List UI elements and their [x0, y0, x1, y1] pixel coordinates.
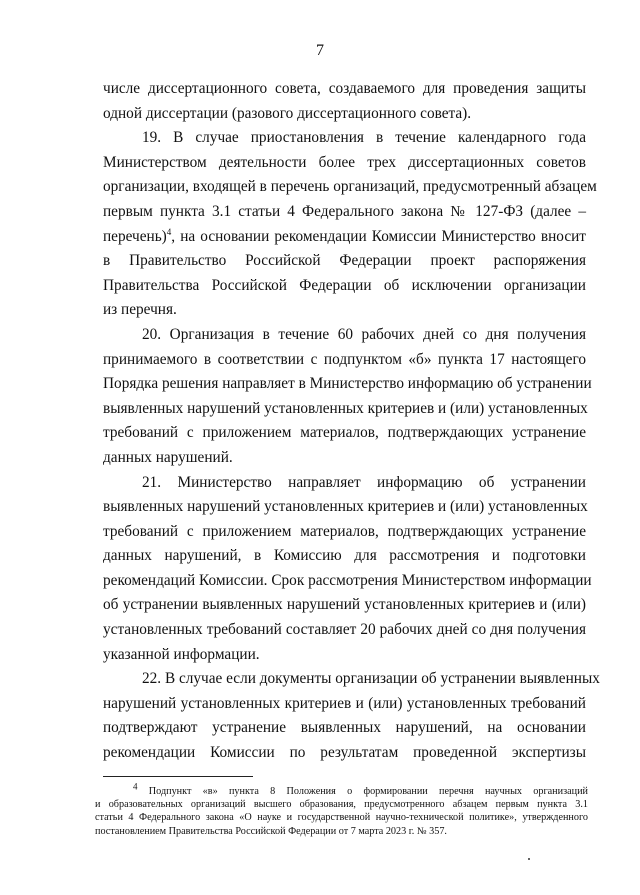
- text-line: 19. В случае приостановления в течение календарного года: [142, 129, 586, 147]
- paragraph-19: [103, 126, 597, 323]
- text-line: об устранении выявленных нарушений установленных критериев и (или): [103, 596, 586, 614]
- text-line: указанной информации.: [103, 645, 260, 663]
- text-line: требований с приложением материалов, подтверждающих устранение: [103, 522, 586, 540]
- text-line: первым пункта 3.1 статьи 4 Федерального закона № 127-ФЗ (далее –: [103, 202, 586, 220]
- footnote-line: и образовательных организаций высшего образования, предусмотренного абзацем первым пункта 3.1: [95, 799, 588, 811]
- footnote-separator: [103, 776, 253, 777]
- text-line: числе диссертационного совета, создаваемого для проведения защиты: [103, 80, 586, 97]
- text-line: данных нарушений, в Комиссию для рассмотрения и подготовки: [103, 547, 586, 565]
- text-fragment: перечень): [103, 227, 167, 245]
- text-line: выявленных нарушений установленных критериев и (или) установленных: [103, 399, 588, 417]
- text-line: рекомендации Комиссии по результатам проведенной экспертизы: [103, 744, 586, 762]
- text-line-with-footnote: [103, 225, 586, 250]
- text-line: в Правительство Российской Федерации проект распоряжения: [103, 252, 586, 270]
- scan-speck: [528, 858, 530, 860]
- text-line: выявленных нарушений установленных критериев и (или) установленных: [103, 498, 588, 516]
- text-line: 22. В случае если документы организации об устранении выявленных: [142, 670, 600, 688]
- text-line: принимаемого в соответствии с подпунктом «б» пункта 17 настоящего: [103, 350, 586, 368]
- text-fragment: Подпункт «в» пункта 8 Положения о формировании перечня научных организаций: [137, 786, 588, 797]
- document-body: [103, 77, 600, 766]
- footnote-line: постановлением Правительства Российской Федерации от 7 марта 2023 г. № 357.: [95, 825, 447, 837]
- text-line: организации, входящей в перечень организаций, предусмотренный абзацем: [103, 178, 597, 196]
- text-line: Министерством деятельности более трех диссертационных советов: [103, 153, 586, 171]
- paragraph-22: [103, 667, 600, 765]
- page-number: 7: [316, 42, 324, 59]
- footnote-marker: 4: [133, 781, 138, 792]
- text-line: Порядка решения направляет в Министерство информацию об устранении: [103, 375, 592, 393]
- text-line: Правительства Российской Федерации об исключении организации: [103, 276, 586, 294]
- text-line: из перечня.: [103, 301, 177, 319]
- footnote-line: [95, 781, 588, 798]
- paragraph-20: [103, 323, 592, 471]
- paragraph-21: [103, 471, 592, 668]
- footnote: [95, 781, 588, 838]
- text-line: требований с приложением материалов, подтверждающих устранение: [103, 424, 586, 442]
- text-line: данных нарушений.: [103, 448, 233, 466]
- text-line: подтверждают устранение выявленных нарушений, на основании: [103, 719, 586, 737]
- paragraph-continuation: [103, 77, 586, 126]
- text-line: рекомендаций Комиссии. Срок рассмотрения Министерством информации: [103, 571, 592, 589]
- text-fragment: , на основании рекомендации Комиссии Министерство вносит: [171, 227, 586, 245]
- footnote-line: статьи 4 Федерального закона «О науке и государственной научно-технической политике», утвержденного: [95, 812, 588, 824]
- text-line: нарушений установленных критериев и (или) установленных требований: [103, 694, 586, 712]
- text-line: одной диссертации (разового диссертационного совета).: [103, 104, 472, 122]
- text-line: установленных требований составляет 20 рабочих дней со дня получения: [103, 621, 586, 639]
- text-line: 21. Министерство направляет информацию об устранении: [142, 473, 586, 491]
- footnote-reference: 4: [166, 226, 172, 237]
- text-line: 20. Организация в течение 60 рабочих дней со дня получения: [142, 325, 586, 343]
